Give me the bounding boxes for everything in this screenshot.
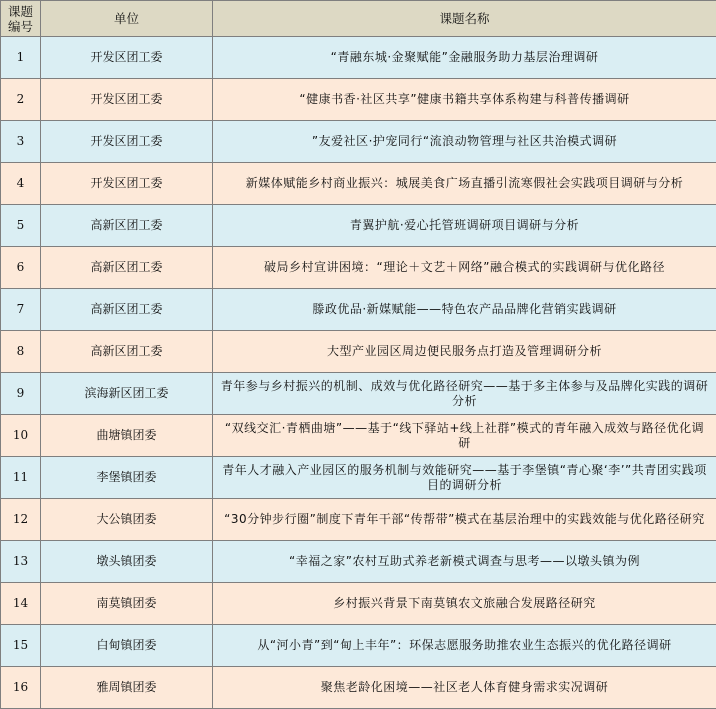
header-title: 课题名称 [213,1,716,37]
row-num: 4 [1,163,41,205]
table-body [1,37,716,709]
row-num: 5 [1,205,41,247]
row-num: 8 [1,331,41,373]
row-num: 15 [1,625,41,667]
row-title: 青年参与乡村振兴的机制、成效与优化路径研究——基于多主体参与及品牌化实践的调研分析 [213,373,716,415]
header-num-line1: 课题 [5,4,36,19]
row-title: “健康书香·社区共享”健康书籍共享体系构建与科普传播调研 [213,79,716,121]
row-unit: 高新区团工委 [41,205,213,247]
row-num: 13 [1,541,41,583]
row-unit: 高新区团工委 [41,331,213,373]
row-num: 7 [1,289,41,331]
row-unit: 开发区团工委 [41,79,213,121]
table-row [1,457,716,499]
row-unit: 墩头镇团委 [41,541,213,583]
table-row [1,331,716,373]
table-row [1,79,716,121]
row-unit: 高新区团工委 [41,247,213,289]
row-title: “30分钟步行圈”制度下青年干部“传帮带”模式在基层治理中的实践效能与优化路径研究 [213,499,716,541]
row-unit: 曲塘镇团委 [41,415,213,457]
row-unit: 高新区团工委 [41,289,213,331]
row-num: 9 [1,373,41,415]
row-unit: 开发区团工委 [41,37,213,79]
row-title: “双线交汇·青栖曲塘”——基于“线下驿站+线上社群”模式的青年融入成效与路径优化调研 [213,415,716,457]
row-num: 12 [1,499,41,541]
row-title: “幸福之家”农村互助式养老新模式调查与思考——以墩头镇为例 [213,541,716,583]
row-unit: 开发区团工委 [41,121,213,163]
table-row [1,667,716,709]
row-num: 16 [1,667,41,709]
row-num: 1 [1,37,41,79]
row-unit: 南莫镇团委 [41,583,213,625]
row-num: 10 [1,415,41,457]
header-num [1,1,41,37]
table-row [1,499,716,541]
table-row [1,163,716,205]
table-row [1,541,716,583]
row-num: 11 [1,457,41,499]
row-num: 6 [1,247,41,289]
row-title: 滕政优品·新媒赋能——特色农产品品牌化营销实践调研 [213,289,716,331]
table-row [1,583,716,625]
row-unit: 大公镇团委 [41,499,213,541]
row-title: 大型产业园区周边便民服务点打造及管理调研分析 [213,331,716,373]
table-row [1,121,716,163]
row-unit: 滨海新区团工委 [41,373,213,415]
table-row [1,37,716,79]
header-num-line2: 编号 [5,19,36,34]
row-unit: 白甸镇团委 [41,625,213,667]
row-title: 聚焦老龄化困境——社区老人体育健身需求实况调研 [213,667,716,709]
row-title: ”友爱社区·护宠同行“流浪动物管理与社区共治模式调研 [213,121,716,163]
table-row [1,625,716,667]
row-title: 青年人才融入产业园区的服务机制与效能研究——基于李堡镇“青心聚‘李’”共青团实践项目的调研分析 [213,457,716,499]
row-num: 3 [1,121,41,163]
row-title: “青融东城·金聚赋能”金融服务助力基层治理调研 [213,37,716,79]
table-row [1,247,716,289]
row-title: 破局乡村宣讲困境：“理论＋文艺＋网络”融合模式的实践调研与优化路径 [213,247,716,289]
row-unit: 开发区团工委 [41,163,213,205]
table-row [1,415,716,457]
row-unit: 雅周镇团委 [41,667,213,709]
table-row [1,373,716,415]
row-num: 14 [1,583,41,625]
table-row [1,205,716,247]
row-unit: 李堡镇团委 [41,457,213,499]
header-row [1,1,716,37]
row-title: 新媒体赋能乡村商业振兴：城展美食广场直播引流寒假社会实践项目调研与分析 [213,163,716,205]
row-title: 乡村振兴背景下南莫镇农文旅融合发展路径研究 [213,583,716,625]
row-title: 从“河小青”到“甸上丰年”：环保志愿服务助推农业生态振兴的优化路径调研 [213,625,716,667]
row-num: 2 [1,79,41,121]
row-title: 青翼护航·爱心托管班调研项目调研与分析 [213,205,716,247]
table-row [1,289,716,331]
header-unit: 单位 [41,1,213,37]
